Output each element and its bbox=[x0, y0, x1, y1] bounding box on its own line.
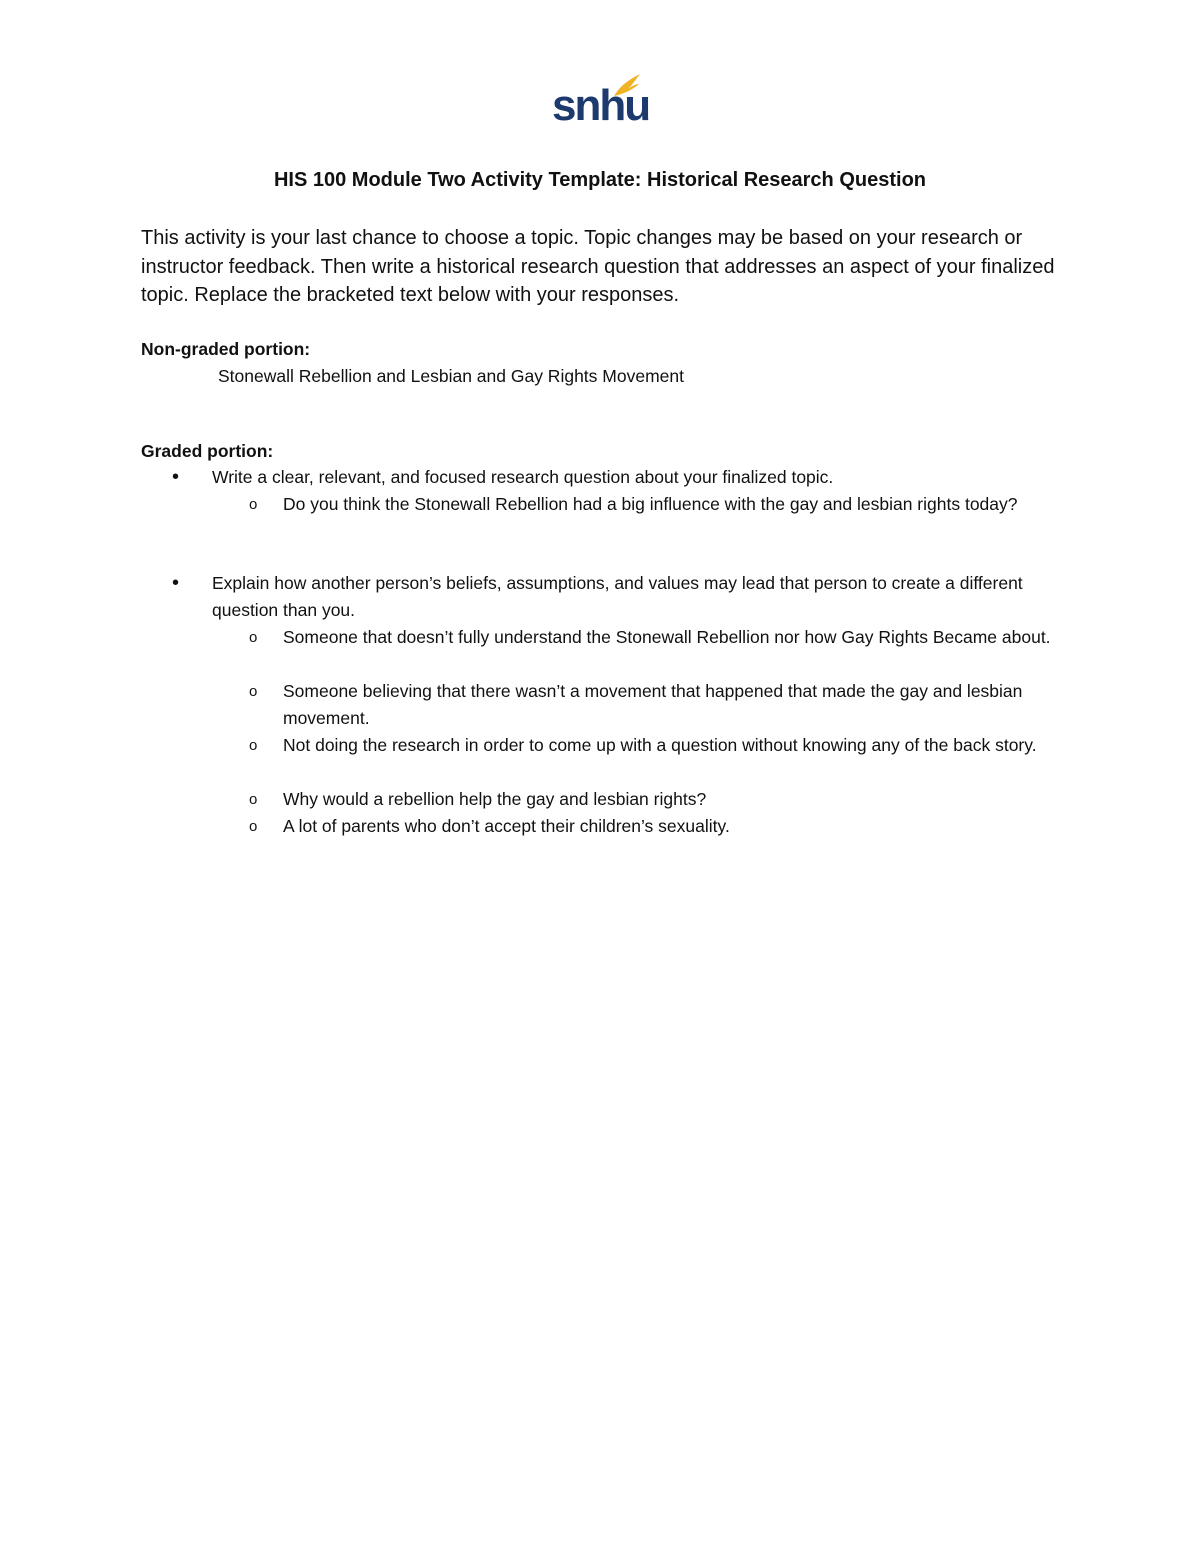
sub-bullet-text: Do you think the Stonewall Rebellion had a big influence with the gay and lesbian rights today? bbox=[283, 494, 1018, 514]
sub-bullet-text: Not doing the research in order to come up with a question without knowing any of the back story. bbox=[283, 735, 1037, 755]
intro-paragraph: This activity is your last chance to choose a topic. Topic changes may be based on your research or instructor feedback. Then write a historical research question that addresses an aspect of your finalized topic. Replace the bracketed text below with your responses. bbox=[141, 227, 1055, 306]
sub-bullet-text: Someone believing that there wasn’t a movement that happened that made the gay and lesbian movement. bbox=[283, 681, 1023, 728]
sub-bullet-text: Someone that doesn’t fully understand the Stonewall Rebellion nor how Gay Rights Became about. bbox=[283, 627, 1051, 647]
logo-wordmark: snhu bbox=[552, 81, 650, 130]
sub-bullet-marker: o bbox=[249, 629, 258, 646]
sub-bullet-marker: o bbox=[249, 818, 258, 835]
non-graded-label: Non-graded portion: bbox=[141, 339, 311, 359]
document-title: HIS 100 Module Two Activity Template: Historical Research Question bbox=[273, 169, 926, 191]
bullet-marker: • bbox=[172, 466, 180, 488]
sub-bullet-marker: o bbox=[249, 683, 258, 700]
sub-bullet-marker: o bbox=[249, 737, 258, 754]
sub-bullet-marker: o bbox=[249, 791, 258, 808]
topic-text: Stonewall Rebellion and Lesbian and Gay Rights Movement bbox=[218, 366, 684, 386]
sub-bullet-text: A lot of parents who don’t accept their children’s sexuality. bbox=[283, 816, 730, 836]
bullet-marker: • bbox=[172, 572, 180, 594]
sub-bullet-text: Why would a rebellion help the gay and lesbian rights? bbox=[283, 789, 707, 809]
snhu-logo bbox=[552, 72, 650, 134]
graded-label: Graded portion: bbox=[141, 441, 274, 461]
sub-bullet-marker: o bbox=[249, 496, 258, 513]
bullet-text: Write a clear, relevant, and focused research question about your finalized topic. bbox=[212, 467, 834, 487]
bullet-text: Explain how another person’s beliefs, assumptions, and values may lead that person to create a different question than you. bbox=[212, 573, 1023, 620]
